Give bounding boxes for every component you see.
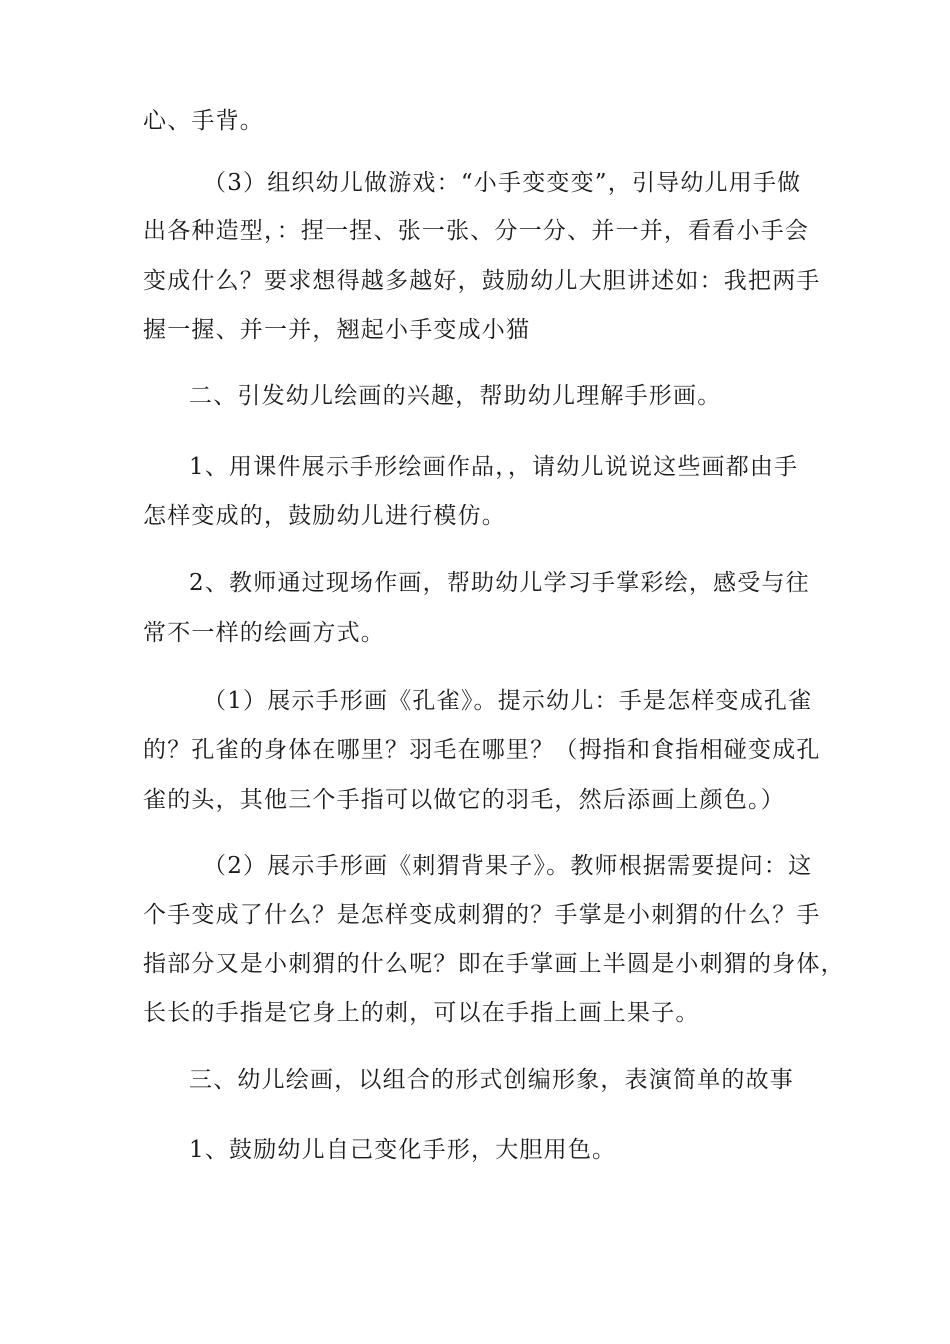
text-line: 的？孔雀的身体在哪里？羽毛在哪里？（拇指和食指相碰变成孔 <box>143 737 821 763</box>
text-line: 长长的手指是它身上的刺，可以在手指上画上果子。 <box>143 1000 700 1026</box>
text-line: 心、手背。 <box>143 108 264 134</box>
text-line: 指部分又是小刺猬的什么呢？即在手掌画上半圆是小刺猬的身体， <box>143 951 845 977</box>
text-line: 握一握、并一并，翘起小手变成小猫 <box>143 317 531 343</box>
text-line: 1、用课件展示手形绘画作品，，请幼儿说说这些画都由手 <box>189 454 799 480</box>
section-heading: 三、幼儿绘画，以组合的形式创编形象，表演简单的故事 <box>189 1067 794 1093</box>
text-line: 1、鼓励幼儿自己变化手形，大胆用色。 <box>189 1137 617 1163</box>
text-line: 出各种造型，：捏一捏、张一张、分一分、并一并，看看小手会 <box>143 218 810 244</box>
text-line: 怎样变成的，鼓励幼儿进行模仿。 <box>143 503 506 529</box>
text-line: （3）组织幼儿做游戏：“小手变变变”，引导幼儿用手做 <box>203 170 802 196</box>
text-line: 常不一样的绘画方式。 <box>143 620 385 646</box>
text-line: （1）展示手形画《孔雀》。提示幼儿：手是怎样变成孔雀 <box>203 688 813 714</box>
text-line: 变成什么？要求想得越多越好，鼓励幼儿大胆讲述如：我把两手 <box>143 268 821 294</box>
text-line: 雀的头，其他三个手指可以做它的羽毛，然后添画上颜色。） <box>143 787 785 813</box>
text-line: （2）展示手形画《刺猬背果子》。教师根据需要提问：这 <box>203 853 813 879</box>
section-heading: 二、引发幼儿绘画的兴趣，帮助幼儿理解手形画。 <box>189 383 722 409</box>
text-line: 个手变成了什么？是怎样变成刺猬的？手掌是小刺猬的什么？手 <box>143 902 821 928</box>
text-line: 2、教师通过现场作画，帮助幼儿学习手掌彩绘，感受与往 <box>189 570 810 596</box>
